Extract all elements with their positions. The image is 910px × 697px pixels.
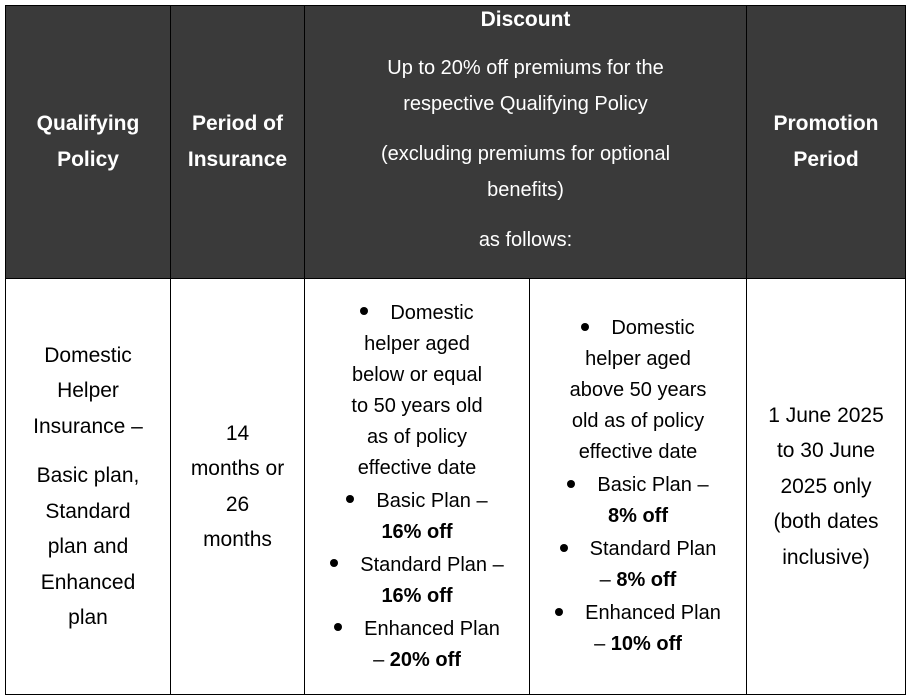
bullet-icon — [560, 544, 568, 552]
discount-value: 20% off — [389, 648, 461, 671]
condition-bullet-b — [530, 313, 746, 468]
discount-line-4: benefits) — [487, 179, 564, 201]
promo-line: 2025 only — [780, 474, 872, 498]
dash-prefix: – — [594, 633, 611, 655]
plan-label: Enhanced Plan — [364, 617, 500, 640]
promo-line: 1 June 2025 — [768, 403, 884, 427]
dash-prefix: – — [599, 569, 617, 591]
plan-label: Enhanced Plan — [585, 602, 721, 624]
plan-label: Basic Plan – — [597, 474, 709, 496]
enhanced-plan-bullet-b — [530, 598, 746, 660]
discount-value: 16% off — [381, 520, 453, 543]
enhanced-plan-bullet-a — [305, 614, 529, 676]
discount-value: 8% off — [608, 505, 668, 527]
policy-line: plan — [68, 606, 108, 629]
discount-line-5: as follows: — [478, 229, 573, 251]
header-row — [6, 6, 906, 279]
discount-title: Discount — [480, 8, 571, 31]
bullet-icon — [330, 559, 338, 567]
cell-discount-age-50-or-below — [305, 279, 530, 695]
condition-text: Domestic — [611, 317, 695, 339]
policy-row — [6, 279, 906, 695]
dash-prefix: – — [373, 648, 390, 671]
header-period-of-insurance — [171, 6, 305, 279]
standard-plan-bullet-b — [530, 534, 746, 596]
period-line: months — [203, 528, 272, 551]
bullet-icon — [360, 307, 368, 315]
condition-text: below or equal — [351, 363, 483, 386]
cell-discount-age-above-50 — [530, 279, 747, 695]
policy-line: plan and — [47, 535, 129, 558]
condition-text: old as of policy — [571, 410, 705, 432]
plan-label: Basic Plan – — [376, 489, 488, 512]
condition-text: helper aged — [364, 332, 470, 355]
discount-line-1: Up to 20% off premiums for the — [387, 57, 664, 79]
discount-line-3: (excluding premiums for optional — [380, 143, 671, 165]
policy-line: Enhanced — [40, 570, 136, 594]
discount-line-2: respective Qualifying Policy — [403, 93, 648, 115]
condition-bullet-a — [305, 298, 529, 484]
bullet-icon — [346, 495, 354, 503]
header-promotion-period — [747, 6, 906, 279]
cell-promotion-period — [747, 279, 906, 695]
promo-line: to 30 June — [776, 439, 876, 463]
condition-text: to 50 years old — [351, 394, 483, 417]
condition-text: Domestic — [390, 301, 474, 324]
period-line: 26 — [225, 492, 250, 516]
period-line: 14 — [225, 421, 250, 445]
header-promotion-line: Promotion Period — [773, 112, 879, 171]
header-discount — [305, 6, 747, 279]
policy-line: Basic plan, — [36, 464, 140, 487]
plan-label: Standard Plan — [589, 538, 717, 560]
policy-line: Domestic — [44, 343, 132, 367]
discount-value: 16% off — [381, 584, 453, 607]
condition-text: as of policy — [366, 425, 468, 448]
condition-text: above 50 years — [569, 379, 707, 401]
policy-line: Helper — [57, 379, 119, 402]
promo-line: (both dates — [773, 510, 879, 534]
bullet-icon — [581, 323, 589, 331]
header-qualifying-policy-line1: Qualifying Policy — [36, 112, 140, 171]
plan-label: Standard Plan – — [360, 553, 504, 576]
cell-qualifying-policy — [6, 279, 171, 695]
bullet-icon — [567, 480, 575, 488]
discount-value: 8% off — [616, 569, 677, 591]
basic-plan-bullet-b — [530, 470, 746, 532]
policy-line: Insurance – — [33, 414, 143, 438]
condition-text: effective date — [357, 456, 477, 479]
condition-text: effective date — [578, 441, 698, 463]
bullet-icon — [555, 608, 563, 616]
promo-line: inclusive) — [782, 545, 870, 569]
header-period-line: Period of Insurance — [187, 112, 288, 171]
cell-period-of-insurance — [171, 279, 305, 695]
policy-line: Standard — [45, 499, 131, 523]
discount-value: 10% off — [610, 633, 682, 655]
period-line: months or — [190, 457, 285, 480]
basic-plan-bullet-a — [305, 486, 529, 548]
promotion-table — [5, 5, 906, 695]
bullet-icon — [334, 623, 342, 631]
standard-plan-bullet-a — [305, 550, 529, 612]
header-qualifying-policy — [6, 6, 171, 279]
condition-text: helper aged — [585, 348, 691, 370]
